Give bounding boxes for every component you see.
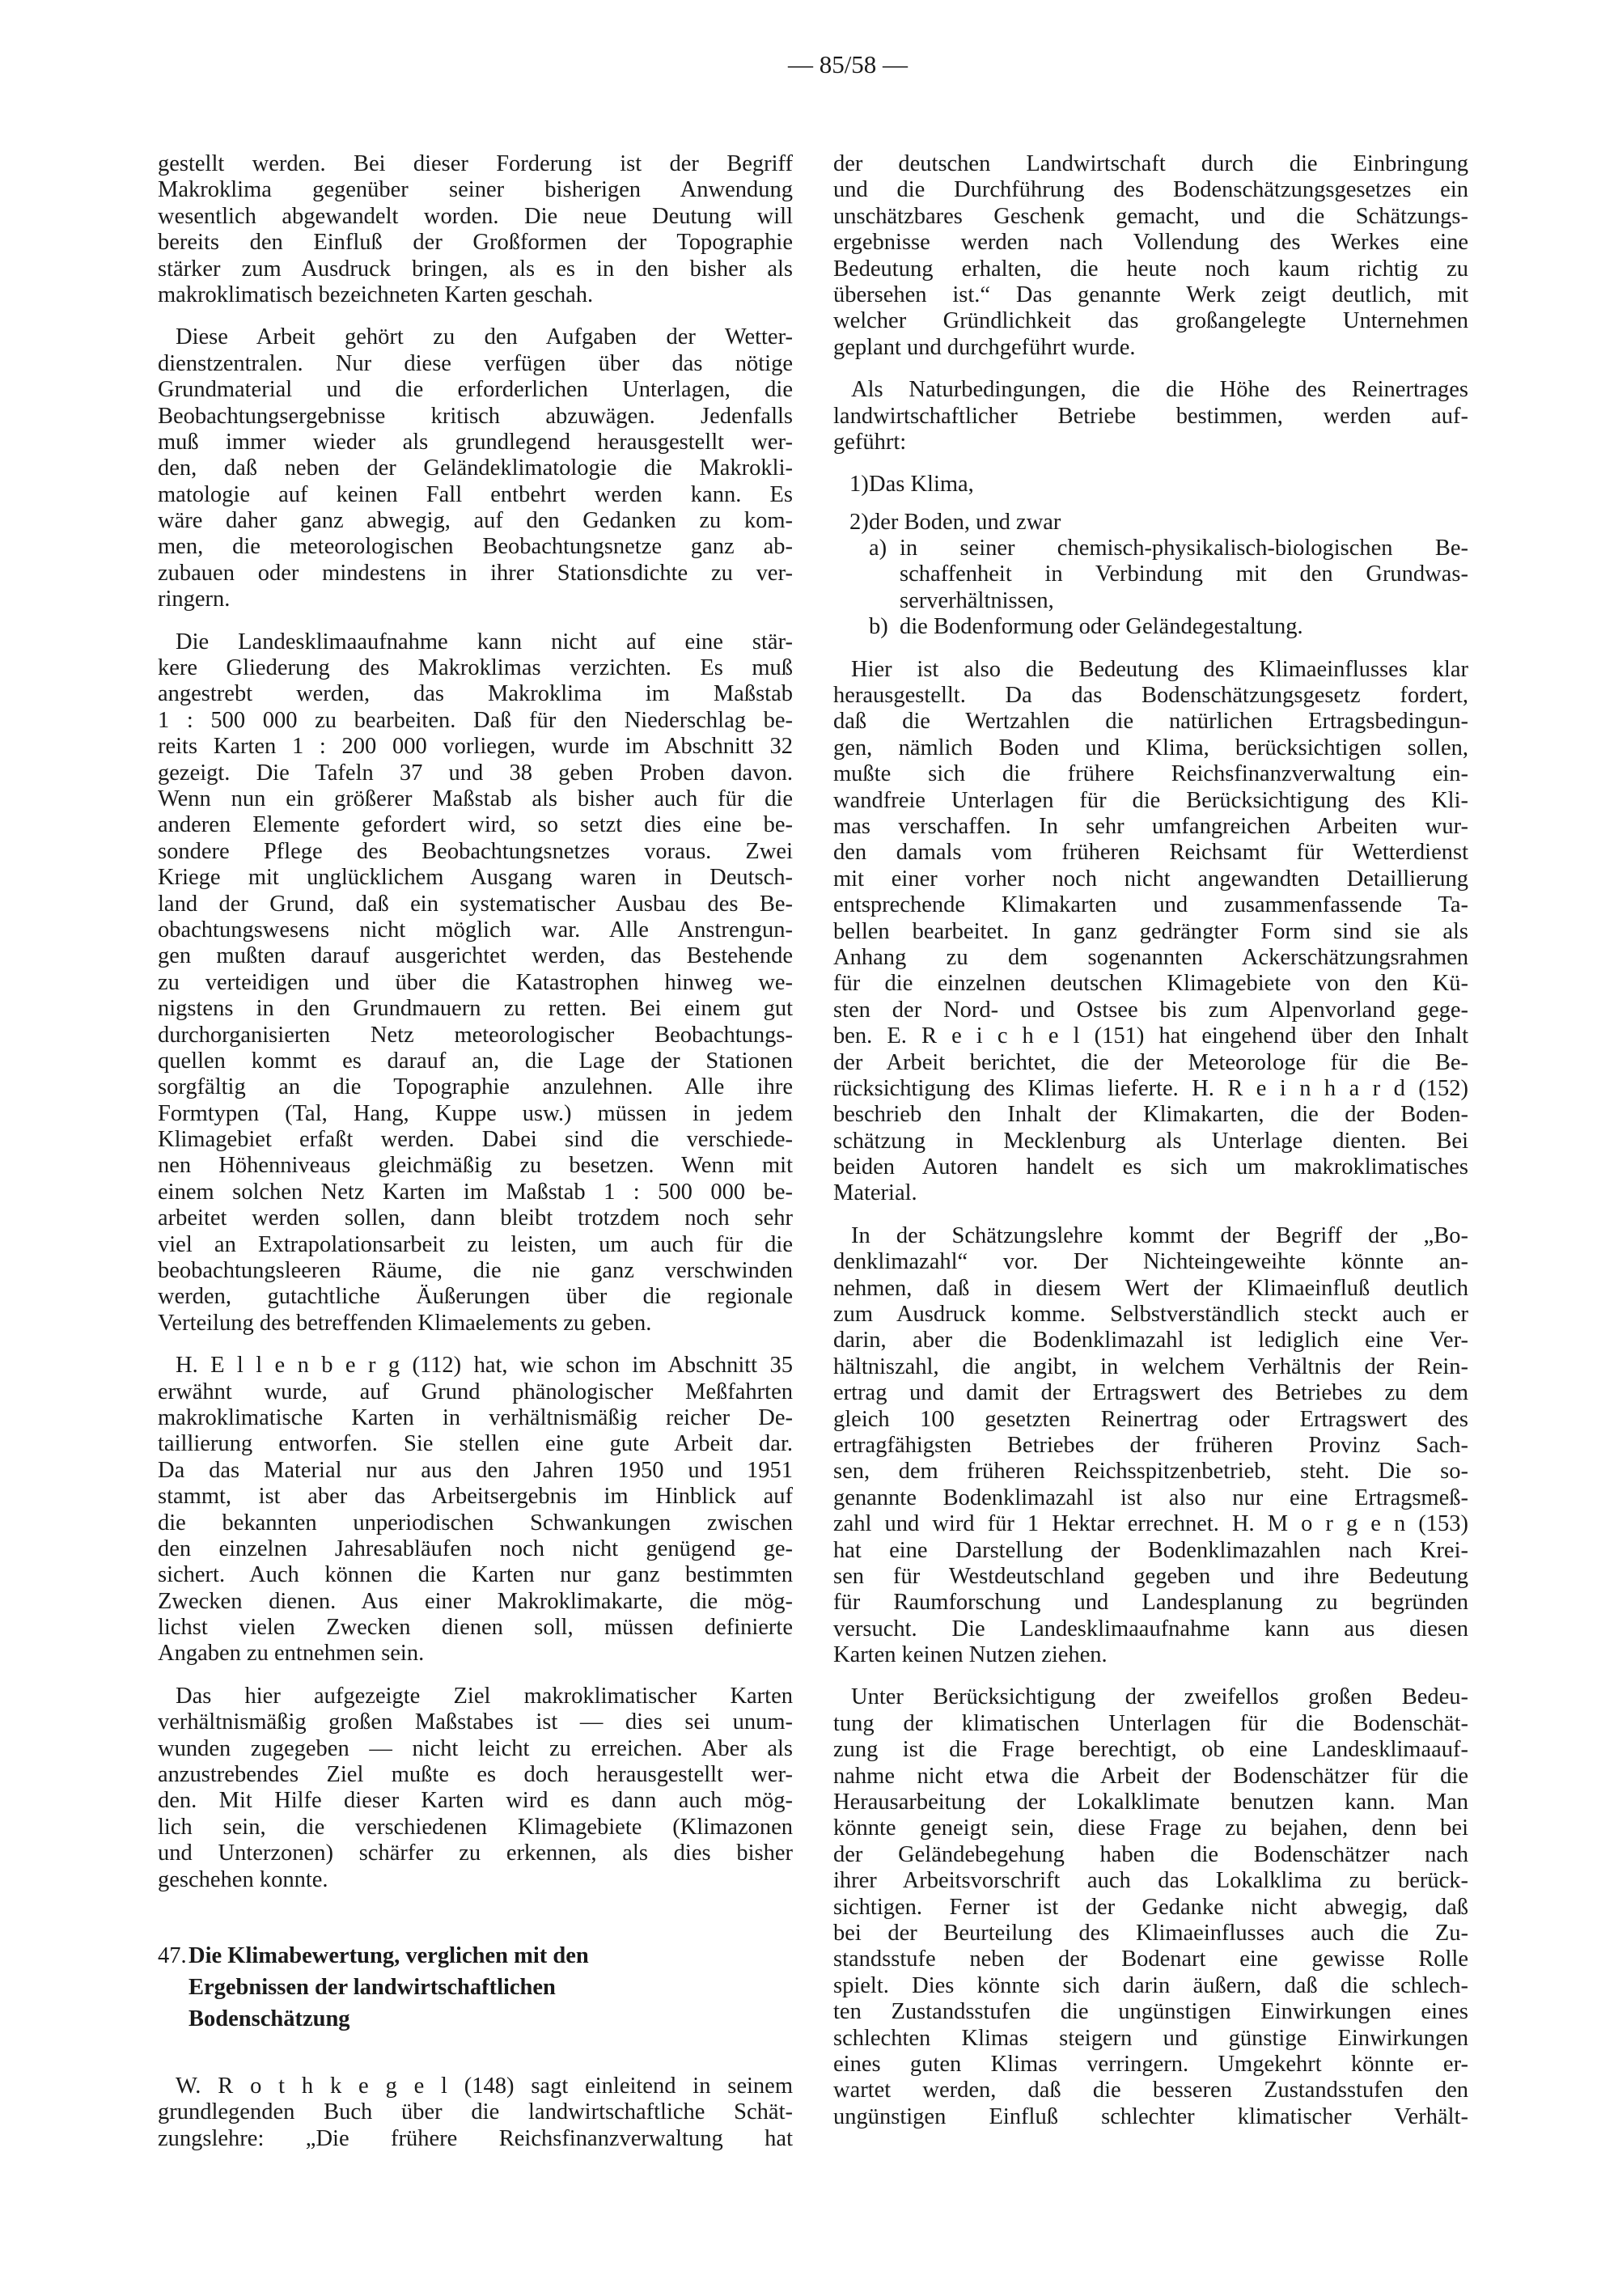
text-line: Angaben zu entnehmen sein. bbox=[158, 1641, 425, 1667]
paragraph bbox=[158, 2074, 793, 2152]
heading-line bbox=[158, 1940, 793, 1972]
text-line: geschehen konnte. bbox=[158, 1866, 328, 1892]
text-line: ihrer Arbeitsvorschrift auch das Lokalklima zu berück- bbox=[833, 1868, 1468, 1894]
text-line: genannte Bodenklimazahl ist also nur eine Ertragsmeß- bbox=[833, 1485, 1468, 1510]
text-line: sten der Nord- und Ostsee bis zum Alpenvorland gege- bbox=[833, 997, 1468, 1023]
text-line: gen, nämlich Boden und Klima, berücksichtigen sollen, bbox=[833, 735, 1468, 760]
text-line: matologie auf keinen Fall entbehrt werden kann. Es bbox=[158, 481, 793, 507]
text-line: taillierung entworfen. Sie stellen eine gute Arbeit dar. bbox=[158, 1431, 793, 1457]
paragraph bbox=[158, 1353, 793, 1667]
text-line: Als Naturbedingungen, die die Höhe des Reinertrages bbox=[851, 377, 1468, 403]
list-marker: 1) bbox=[849, 472, 869, 498]
text-line: ringern. bbox=[158, 587, 231, 612]
text-line: und Unterzonen) schärfer zu erkennen, als dies bisher bbox=[158, 1841, 793, 1866]
text-line: ertrag und damit der Ertragswert des Betriebes zu dem bbox=[833, 1380, 1468, 1406]
page-number: — 85/58 — bbox=[787, 50, 909, 78]
text-line: mas verschaffen. In sehr umfangreichen Arbeiten wur- bbox=[833, 813, 1468, 839]
text-line: H. E l l e n b e r g (112) hat, wie schon im Abschnitt 35 bbox=[176, 1353, 793, 1379]
text-line: den, daß neben der Geländeklimatologie die Makrokli- bbox=[158, 455, 793, 481]
text-line: muß immer wieder als grundlegend herausgestellt wer- bbox=[158, 429, 793, 455]
text-line: sen, dem früheren Reichsspitzenbetrieb, steht. Die so- bbox=[833, 1459, 1468, 1485]
text-line: standsstufe neben der Bodenart eine gewisse Rolle bbox=[833, 1947, 1468, 1972]
text-line: und die Durchführung des Bodenschätzungsgesetzes ein bbox=[833, 177, 1468, 203]
text-line: kere Gliederung des Makroklimas verzichten. Es muß bbox=[158, 655, 793, 681]
text-line: Beobachtungsergebnisse kritisch abzuwägen. Jedenfalls bbox=[158, 403, 793, 429]
text-line: wartet werden, daß die besseren Zustandsstufen den bbox=[833, 2078, 1468, 2103]
text-line: herausgestellt. Da das Bodenschätzungsgesetz fordert, bbox=[833, 683, 1468, 709]
text-line: Da das Material nur aus den Jahren 1950 und 1951 bbox=[158, 1457, 793, 1483]
text-line: hältniszahl, die angibt, in welchem Verhältnis der Rein- bbox=[833, 1353, 1468, 1379]
text-line: eines guten Klimas verringern. Umgekehrt könnte er- bbox=[833, 2051, 1468, 2077]
heading-line bbox=[158, 1972, 793, 2003]
heading-text: Bodenschätzung bbox=[188, 2006, 350, 2031]
text-line: unschätzbares Geschenk gemacht, und die Schätzungs- bbox=[833, 203, 1468, 229]
text-line: wandfreie Unterlagen für die Berücksichtigung des Kli- bbox=[833, 787, 1468, 813]
text-line: daß die Wertzahlen die natürlichen Ertragsbedingun- bbox=[833, 709, 1468, 735]
text-line: schätzung in Mecklenburg als Unterlage dienten. Bei bbox=[833, 1128, 1468, 1154]
text-line: makroklimatisch bezeichneten Karten geschah. bbox=[158, 282, 594, 307]
text-line: erwähnt wurde, auf Grund phänologischer Meßfahrten bbox=[158, 1379, 793, 1404]
text-line: ergebnisse werden nach Vollendung des Werkes eine bbox=[833, 230, 1468, 256]
text-line: mußte sich die frühere Reichsfinanzverwaltung ein- bbox=[833, 761, 1468, 787]
text-line: hat eine Darstellung der Bodenklimazahlen nach Krei- bbox=[833, 1537, 1468, 1563]
list-marker: 2) bbox=[849, 509, 869, 535]
text-line: W. R o t h k e g e l (148) sagt einleitend in seinem bbox=[176, 2074, 793, 2099]
text-line: Formtypen (Tal, Hang, Kuppe usw.) müssen in jedem bbox=[158, 1100, 793, 1126]
text-line: schaffenheit in Verbindung mit den Grundwas- bbox=[900, 561, 1468, 587]
text-line: nigstens in den Grundmauern zu retten. Bei einem gut bbox=[158, 996, 793, 1022]
text-line: Herausarbeitung der Lokalklimate benutzen kann. Man bbox=[833, 1790, 1468, 1815]
text-line: lich sein, die verschiedenen Klimagebiete (Klimazonen bbox=[158, 1814, 793, 1840]
text-line: Das hier aufgezeigte Ziel makroklimatischer Karten bbox=[176, 1683, 793, 1709]
text-line: anderen Elemente gefordert wird, so setzt dies eine be- bbox=[158, 812, 793, 838]
text-line: 1 : 500 000 zu bearbeiten. Daß für den Niederschlag be- bbox=[158, 707, 793, 733]
paragraph bbox=[158, 1684, 793, 1893]
text-line: in seiner chemisch-physikalisch-biologischen Be- bbox=[900, 536, 1468, 561]
text-line: Wenn nun ein größerer Maßstab als bisher auch für die bbox=[158, 786, 793, 811]
paragraph bbox=[158, 151, 793, 308]
text-line: geplant und durchgeführt wurde. bbox=[833, 334, 1136, 360]
text-line: rücksichtigung des Klimas lieferte. H. R e i n h a r d (152) bbox=[833, 1075, 1468, 1101]
paragraph bbox=[833, 151, 1468, 361]
text-line: ten Zustandsstufen die ungünstigen Einwirkungen eines bbox=[833, 1999, 1468, 2025]
text-line: sondere Pflege des Beobachtungsnetzes voraus. Zwei bbox=[158, 838, 793, 864]
text-line: reits Karten 1 : 200 000 vorliegen, wurde im Abschnitt 32 bbox=[158, 734, 793, 760]
text-line: arbeitet werden sollen, dann bleibt trotzdem noch sehr bbox=[158, 1205, 793, 1231]
text-line: für Raumforschung und Landesplanung zu begründen bbox=[833, 1590, 1468, 1616]
text-line: denklimazahl“ vor. Der Nichteingeweihte könnte an- bbox=[833, 1249, 1468, 1275]
text-line: Kriege mit unglücklichem Ausgang waren in Deutsch- bbox=[158, 865, 793, 891]
text-line: Anhang zu dem sogenannten Ackerschätzungsrahmen bbox=[833, 944, 1468, 970]
text-line: Grundmaterial und die erforderlichen Unterlagen, die bbox=[158, 377, 793, 403]
text-line: Klimagebiet erfaßt werden. Dabei sind die verschiede- bbox=[158, 1127, 793, 1153]
text-line: ertragfähigsten Betriebes der früheren Provinz Sach- bbox=[833, 1432, 1468, 1458]
text-line: bei der Beurteilung des Klimaeinflusses auch die Zu- bbox=[833, 1921, 1468, 1946]
list-marker: b) bbox=[869, 614, 888, 640]
text-line: Hier ist also die Bedeutung des Klimaeinflusses klar bbox=[851, 656, 1468, 682]
text-line: für die einzelnen deutschen Klimagebiete von den Kü- bbox=[833, 971, 1468, 997]
text-line: den einzelnen Jahresabläufen noch nicht genügend ge- bbox=[158, 1536, 793, 1561]
right-column bbox=[833, 151, 1468, 2146]
text-line: anzustrebendes Ziel mußte es doch herausgestellt wer- bbox=[158, 1762, 793, 1788]
text-line: In der Schätzungslehre kommt der Begriff der „Bo- bbox=[851, 1222, 1468, 1248]
text-line: zahl und wird für 1 Hektar errechnet. H. M o r g e n (153) bbox=[833, 1511, 1468, 1537]
text-line: quellen kommt es darauf an, die Lage der Stationen bbox=[158, 1048, 793, 1074]
text-line: Diese Arbeit gehört zu den Aufgaben der Wetter- bbox=[176, 324, 793, 350]
heading-text: Die Klimabewertung, verglichen mit den bbox=[188, 1943, 589, 1968]
text-line: grundlegenden Buch über die landwirtschaftliche Schät- bbox=[158, 2099, 793, 2125]
text-line: wesentlich abgewandelt worden. Die neue Deutung will bbox=[158, 203, 793, 229]
text-line: nen Höhenniveaus gleichmäßig zu besetzen. Wenn mit bbox=[158, 1153, 793, 1179]
text-line: zung ist die Frage berechtigt, ob eine Landesklimaauf- bbox=[833, 1737, 1468, 1763]
text-line: land der Grund, daß ein systematischer Ausbau des Be- bbox=[158, 891, 793, 917]
text-line: gestellt werden. Bei dieser Forderung ist der Begriff bbox=[158, 151, 793, 176]
text-line: landwirtschaftlicher Betriebe bestimmen, werden auf- bbox=[833, 403, 1468, 429]
text-line: geführt: bbox=[833, 429, 907, 455]
text-line: gleich 100 gesetzten Reinertrag oder Ertragswert des bbox=[833, 1406, 1468, 1432]
text-line: beiden Autoren handelt es sich um makroklimatisches bbox=[833, 1154, 1468, 1180]
text-line: sorgfältig an die Topographie anzulehnen. Alle ihre bbox=[158, 1074, 793, 1100]
text-line: Zwecken dienen. Aus einer Makroklimakarte, die mög- bbox=[158, 1588, 793, 1614]
paragraph bbox=[158, 324, 793, 612]
text-line: nahme nicht etwa die Arbeit der Bodenschätzer für die bbox=[833, 1763, 1468, 1789]
text-line: sichtigen. Ferner ist der Gedanke nicht abwegig, daß bbox=[833, 1894, 1468, 1920]
text-line: Unter Berücksichtigung der zweifellos großen Bedeu- bbox=[851, 1684, 1468, 1710]
text-line: makroklimatische Karten in verhältnismäßig reicher De- bbox=[158, 1404, 793, 1430]
text-line: Verteilung des betreffenden Klimaelements zu geben. bbox=[158, 1310, 652, 1336]
text-line: wäre daher ganz abwegig, auf den Gedanken zu kom- bbox=[158, 508, 793, 534]
text-line: der Geländebegehung haben die Bodenschätzer nach bbox=[833, 1841, 1468, 1867]
text-line: mit einer vorher noch nicht angewandten Detaillierung bbox=[833, 866, 1468, 892]
paragraph bbox=[833, 657, 1468, 1207]
text-line: den damals vom früheren Reichsamt für Wetterdienst bbox=[833, 840, 1468, 866]
text-line: versucht. Die Landesklimaaufnahme kann aus diesen bbox=[833, 1616, 1468, 1642]
text-line: bereits den Einfluß der Großformen der Topographie bbox=[158, 230, 793, 256]
text-line: obachtungswesens nicht möglich war. Alle Anstrengun- bbox=[158, 917, 793, 943]
text-line: gen mußten darauf ausgerichtet werden, das Bestehende bbox=[158, 943, 793, 969]
text-line: werden, gutachtliche Äußerungen über die regionale bbox=[158, 1284, 793, 1310]
text-line: sichert. Auch können die Karten nur ganz bestimmten bbox=[158, 1562, 793, 1588]
text-line: Karten keinen Nutzen ziehen. bbox=[833, 1642, 1108, 1668]
text-line: Das Klima, bbox=[869, 472, 974, 498]
left-column bbox=[158, 151, 793, 2168]
text-line: zungslehre: „Die frühere Reichsfinanzverwaltung hat bbox=[158, 2125, 793, 2151]
text-line: zum Ausdruck komme. Selbstverständlich steckt auch er bbox=[833, 1302, 1468, 1328]
list-item bbox=[833, 614, 1468, 640]
paragraph bbox=[833, 1223, 1468, 1669]
section-number: 47. bbox=[158, 1943, 187, 1968]
text-line: Bedeutung erhalten, die heute noch kaum richtig zu bbox=[833, 256, 1468, 282]
paragraph bbox=[158, 629, 793, 1337]
text-line: der deutschen Landwirtschaft durch die Einbringung bbox=[833, 151, 1468, 176]
text-line: verhältnismäßig großen Maßstabes ist — dies sei unum- bbox=[158, 1709, 793, 1735]
text-line: Material. bbox=[833, 1180, 917, 1206]
text-line: men, die meteorologischen Beobachtungsnetze ganz ab- bbox=[158, 534, 793, 560]
list-item bbox=[833, 472, 1468, 498]
text-line: der Arbeit berichtet, die der Meteorologe für die Be- bbox=[833, 1049, 1468, 1075]
text-line: die Bodenformung oder Geländegestaltung. bbox=[900, 614, 1303, 640]
paragraph bbox=[833, 377, 1468, 455]
text-line: den. Mit Hilfe dieser Karten wird es dann auch mög- bbox=[158, 1788, 793, 1814]
heading-line bbox=[158, 2003, 793, 2035]
text-line: ungünstigen Einfluß schlechter klimatischer Verhält- bbox=[833, 2103, 1468, 2129]
text-line: viel an Extrapolationsarbeit zu leisten, um auch für die bbox=[158, 1231, 793, 1257]
text-line: lichst vielen Zwecken dienen soll, müssen definierte bbox=[158, 1615, 793, 1641]
text-line: gezeigt. Die Tafeln 37 und 38 geben Proben davon. bbox=[158, 760, 793, 786]
text-line: Makroklima gegenüber seiner bisherigen Anwendung bbox=[158, 177, 793, 203]
text-line: Die Landesklimaaufnahme kann nicht auf eine stär- bbox=[176, 629, 793, 654]
list-marker: a) bbox=[869, 536, 887, 561]
text-line: durchorganisierten Netz meteorologischer Beobachtungs- bbox=[158, 1022, 793, 1048]
text-line: darin, aber die Bodenklimazahl ist lediglich eine Ver- bbox=[833, 1328, 1468, 1353]
text-line: ben. E. R e i c h e l (151) hat eingehend über den Inhalt bbox=[833, 1023, 1468, 1049]
text-line: stärker zum Ausdruck bringen, als es in den bisher als bbox=[158, 256, 793, 282]
list-item bbox=[833, 536, 1468, 614]
text-line: bellen bearbeitet. In ganz gedrängter Form sind sie als bbox=[833, 918, 1468, 944]
text-line: zubauen oder mindestens in ihrer Stationsdichte zu ver- bbox=[158, 560, 793, 586]
paragraph bbox=[833, 1684, 1468, 2130]
text-line: die bekannten unperiodischen Schwankungen zwischen bbox=[158, 1510, 793, 1536]
text-line: nehmen, daß in diesem Wert der Klimaeinfluß deutlich bbox=[833, 1275, 1468, 1301]
heading-text: Ergebnissen der landwirtschaftlichen bbox=[188, 1975, 556, 2000]
text-line: spielt. Dies könnte sich darin äußern, daß die schlech- bbox=[833, 1972, 1468, 1998]
text-line: entsprechende Klimakarten und zusammenfassende Ta- bbox=[833, 892, 1468, 918]
text-line: könnte geneigt sein, diese Frage zu bejahen, denn bei bbox=[833, 1815, 1468, 1841]
text-line: dienstzentralen. Nur diese verfügen über das nötige bbox=[158, 350, 793, 376]
text-line: welcher Gründlichkeit das großangelegte Unternehmen bbox=[833, 308, 1468, 334]
text-line: einem solchen Netz Karten im Maßstab 1 : 500 000 be- bbox=[158, 1179, 793, 1205]
text-line: sen für Westdeutschland gegeben und ihre Bedeutung bbox=[833, 1563, 1468, 1589]
text-line: beschrieb den Inhalt der Klimakarten, die der Boden- bbox=[833, 1102, 1468, 1128]
text-line: beobachtungsleeren Räume, die nie ganz verschwinden bbox=[158, 1258, 793, 1284]
section-heading bbox=[158, 1940, 793, 2035]
text-line: wunden zugegeben — nicht leicht zu erreichen. Aber als bbox=[158, 1735, 793, 1761]
text-line: schlechten Klimas steigern und günstige Einwirkungen bbox=[833, 2025, 1468, 2051]
text-line: übersehen ist.“ Das genannte Werk zeigt deutlich, mit bbox=[833, 282, 1468, 307]
text-line: zu verteidigen und über die Katastrophen hinweg we- bbox=[158, 969, 793, 995]
text-line: angestrebt werden, das Makroklima im Maßstab bbox=[158, 681, 793, 707]
list-item bbox=[833, 510, 1468, 536]
text-line: tung der klimatischen Unterlagen für die Bodenschät- bbox=[833, 1710, 1468, 1736]
text-line: stammt, ist aber das Arbeitsergebnis im Hinblick auf bbox=[158, 1484, 793, 1510]
text-line: der Boden, und zwar bbox=[869, 509, 1061, 535]
text-line: serverhältnissen, bbox=[900, 587, 1054, 613]
